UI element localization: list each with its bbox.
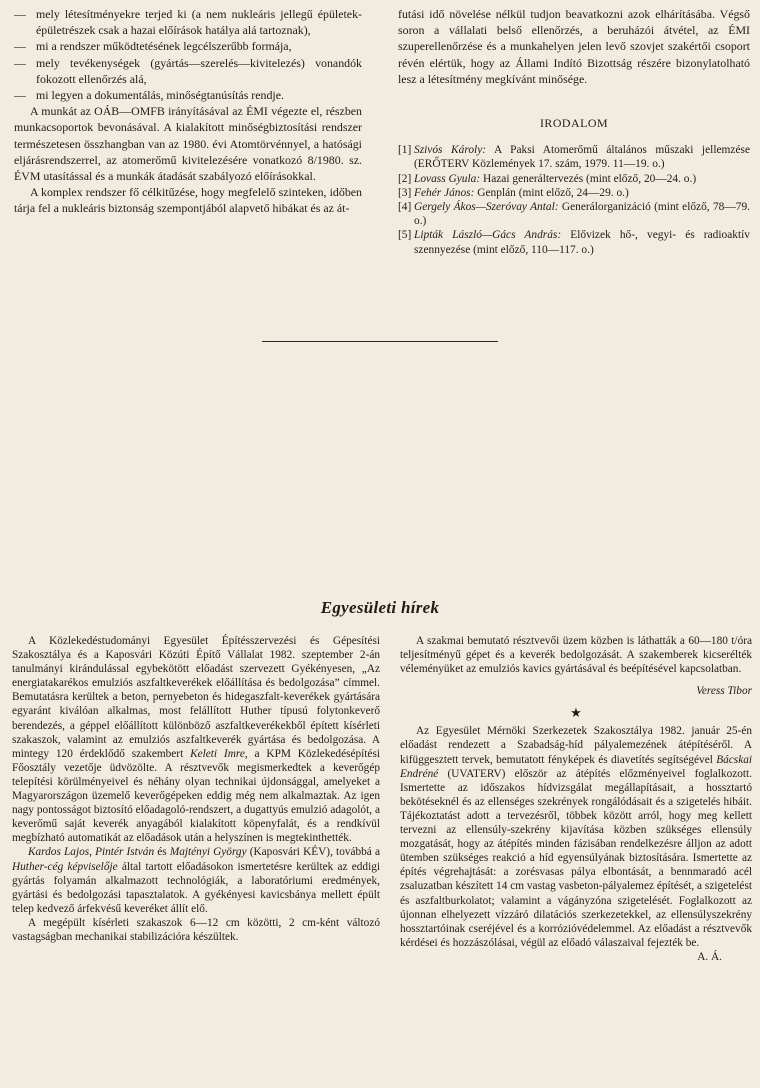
paragraph: futási idő növelése nélkül tudjon beavatkozni azok elhárításába. Végső soron a vállalati belső ellenőrzés, a beruházói átvétel, az ÉMI szuperellenőrzése és a munkahelyen jelen levő szovjet szakértői csoport révén elértük, hogy az Állami Indító Bizottság részére bizonylatolható lesz a létesítmény megkívánt minősége. (398, 7, 750, 86)
reference-list (398, 143, 750, 257)
section-title: Egyesületi hírek (320, 598, 440, 617)
bottom-right-column (400, 634, 752, 964)
list-item: — mi a rendszer működtetésének legcélszerűbb formája, (14, 39, 292, 54)
dash-bullet: — (14, 88, 26, 103)
paragraph: A szakmai bemutató résztvevői üzem közben is láthatták a 60—180 t/óra teljesítményű gépet és a keverék bedolgozását. A szakemberek kicserélték véleményüket az emulziós kavics gyártásával és beépítésével kapcsolatban. (400, 635, 752, 676)
paragraph: Kardos Lajos, Pintér István és Majtényi György (Kaposvári KÉV), továbbá a Huther-cég képviselője által tartott előadásokon ismertetésre kerültek az eddigi gyártás folyamán alkalmazott technológiák, a laboratóriumi eredmények, gyártási és bedolgozási tapasztalatok. A gyékényesi kavicsbánya mellett épült telep kedvező árfekvésű keveréket állít elő. (12, 846, 380, 915)
signature: A. Á. (697, 950, 722, 963)
dash-bullet: — (14, 7, 26, 21)
paragraph: A munkát az OÁB—OMFB irányításával az ÉMI végezte el, részben munkacsoportok bevonásával. A kialakított minőségbiztosítási rendszer természetesen összhangban van az 1980. évi Atomtörvénnyel, a hatósági eljárásrendszerrel, az atomerőmű kivitelezésére vonatkozó 8/1980. sz. ÉVM utasítással és a munkák átadását szabályozó előírásokkal. (14, 104, 362, 184)
dash-bullet: — (14, 39, 26, 54)
list-item: — mely tevékenységek (gyártás—szerelés—kivitelezés) vonandók fokozott ellenőrzés alá, (14, 55, 362, 86)
reference-item: [5] Lipták László—Gács András: Elővizek hő-, vegyi- és radioaktív szennyezése (mint előző, 110—117. o.) (398, 229, 750, 256)
reference-item: [3] Fehér János: Genplán (mint előző, 24—29. o.) (398, 186, 629, 199)
reference-item: [2] Lovass Gyula: Hazai generáltervezés (mint előző, 20—24. o.) (398, 172, 697, 185)
signature: Veress Tibor (696, 685, 752, 698)
section-divider (262, 341, 498, 342)
paragraph: A megépült kísérleti szakaszok 6—12 cm közötti, 2 cm-ként változó vastagságban mechanikai stabilizációra készültek. (12, 916, 380, 943)
paragraph: A Közlekedéstudományi Egyesület Építésszervezési és Gépesítési Szakosztálya és a Kaposvári Közúti Építő Vállalat 1982. szeptember 2-án tanulmányi kirándulással egybekötött előadást szervezett Gyékényesen, „Az energiatakarékos emulziós aszfaltkeverékek előállítása és bedolgozása” címmel. Bemutatásra kerültek a beton, pernyebeton és hidegaszfalt-keverékek gyártására egyaránt kiválóan alkalmas, most felállított Huther típusú folytonkeverő berendezés, a géppel előállított különböző aszfaltkeverékekből épített kísérleti szakaszok, valamint az emulziós aszfaltkeverék gyártása és bedolgozása. A mintegy 120 érdeklődő szakembert Keleti Imre, a KPM Közlekedésépítési Főosztály vezetője üdvözölte. A résztvevők megismerkedtek a keverőgép telepítési körülményeivel és néhány olyan technikai újdonsággal, amelyeket a Magyarországon üzemelő keverőgépeken eddig még nem alkalmaztak. Az igen nagy pontosságot biztosító előadagoló-rendszert, a dugattyús emulzió adagolót, a keverőmű saját keverék anyagából kialakított köpenyfalát, és a rendkívül megbízható automatikát az előadások után a helyszínen is megtekinthették. (12, 635, 380, 845)
dash-bullet: — (14, 55, 26, 70)
paragraph: Az Egyesület Mérnöki Szerkezetek Szakosztálya 1982. január 25-én előadást rendezett a Szabadság-híd pályalemezének átépítéséről. A kifüggesztett tervek, bemutatott fényképek és diavetítés segítségével Bácskai Endréné (UVATERV) először az átépítés előzményeivel foglalkozott. Ismertette az időszakos hídvizsgálat megállapításait, a hossztartó bekötéseknél és az ellenséges szekrények rongálódásait és a szigetelés hibáit. Tájékoztatást adott a tervezésről, többek között arról, hogy meg kellett tervezni az ellensúly-szekrény kijavítása közben szükséges ellensúly mozgatását, hogy az átépítés minden fázisában rendelkezésre álljon az adott ütemben szükséges reakció a híd egyensúlyának biztosítására. Ismertette az építés végrehajtását: a zorésvasas pálya elbontását, a bennmaradó acél zsaluzatban készített 14 cm vastag vasbeton-pályalemez építését, a szigetelést és aszfaltburkolatot; valamint a vágányzóna szigetelését. Foglalkozott az újonnan elhelyezett vízzáró dilatációs szerkezetekkel, az ellensúlyszekrény hossztartóinak cseréjével és a korrózióvédelemmel. Az előadást a résztvevők kérdései és hozzászólásai, végül az előadó válaszaival fejezték be. (400, 725, 752, 949)
paragraph: A komplex rendszer fő célkitűzése, hogy megfelelő szinteken, időben tárja fel a nukleáris biztonság szempontjából alapvető hibákat és az át- (14, 185, 362, 216)
list-item: — mely létesítményekre terjed ki (a nem nukleáris jellegű épületek-épületrészek csak a hazai előírások hatálya alá tartoznak), (14, 7, 362, 38)
references-title: IRODALOM (539, 116, 609, 131)
reference-item: [1] Szivós Károly: A Paksi Atomerőmű általános műszaki jellemzése (ERŐTERV Közlemények 17. szám, 1979. 11—19. o.) (398, 144, 750, 171)
top-right-column (398, 6, 750, 257)
top-left-column (14, 6, 362, 217)
bottom-left-column (12, 634, 380, 944)
list-item: — mi legyen a dokumentálás, minőségtanúsítás rendje. (14, 88, 284, 103)
reference-item: [4] Gergely Ákos—Szeróvay Antal: Generálorganizáció (mint előző, 78—79. o.) (398, 201, 750, 228)
star-icon: ★ (570, 705, 582, 721)
